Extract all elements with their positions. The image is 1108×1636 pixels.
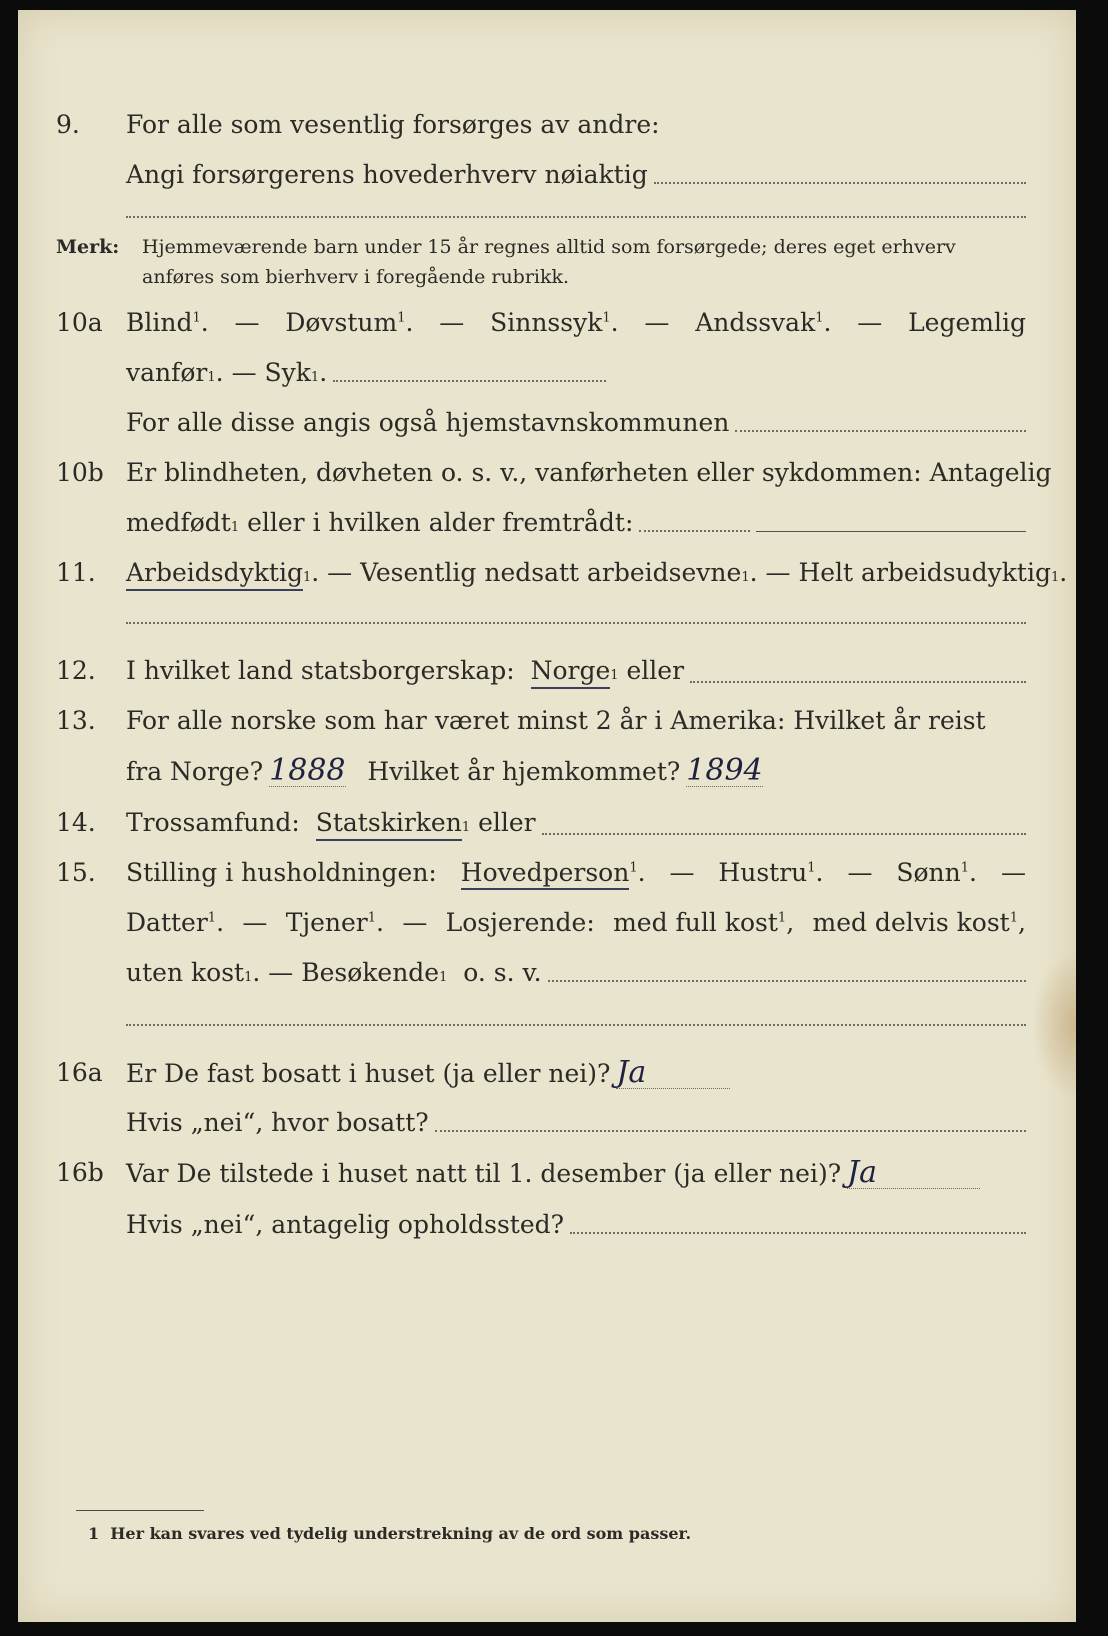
option-eller: eller — [478, 808, 536, 837]
note-line: Hjemmeværende barn under 15 år regnes alltid som forsørgede; deres eget erhverv — [142, 236, 956, 258]
question-text: For alle disse angis også hjemstavnskommunen — [126, 408, 730, 437]
option-uten-kost[interactable]: uten kost — [126, 958, 245, 987]
answer-line[interactable] — [435, 1130, 1026, 1132]
option-arbeidsdyktig[interactable]: Arbeidsdyktig — [126, 558, 303, 591]
question-number: 10b — [56, 458, 104, 487]
footnote — [88, 1524, 691, 1543]
answer-line[interactable] — [735, 430, 1026, 432]
handwritten-answer-ja[interactable]: Ja — [616, 1058, 730, 1089]
option-sonn[interactable]: Sønn — [896, 858, 961, 887]
census-form-page: 9. For alle som vesentlig forsørges av andre: Angi forsørgerens hovederhverv nøiaktig Merk: Hjemmeværende barn under 15 år regnes alltid som forsørgede; deres eget erhverv anføres som bierhverv i foregående rubrikk. 10a Blind$^1$. — Døvstum$^1$. — Sinnssyk$^1$. — Andssvak$^1$. — Legemlig vanfør 1 . — Syk 1 . For alle disse angis også hjemstavnskommunen 10b Er blindheten, døvheten o. s. v., vanførheten eller sykdommen: Antagelig medfødt 1 eller i hvilken alder fremtrådt: 11. Arbeidsdyktig 1 . — Vesentlig nedsatt arbeidsevne 1 . — Helt arbeidsudyktig 1 . 12. I hvilket land statsborgerskap: Norge 1 eller 13. For alle norske som har været minst 2 år i Amerika: Hvilket år reist fra Norge? 1888 Hvilket år hjemkommet? 1894 14. Trossamfund: Statskirken 1 eller 15. Stilling i husholdningen: Hovedperson$^1$. — Hustru$^1$. — Sønn$^1$. — Datter$^1$. — Tjener$^1$. — Losjerende: med full kost$^1$, med delvis kost$^1$, uten kost 1 . — Besøkende 1 o. s. v. 16a Er De fast bosatt i huset (ja eller nei)? Ja Hvis „nei“, hvor bosatt? 16b Var De tilstede i huset natt til 1. desember (ja eller nei)? Ja Hvis „nei“, antagelig opholdssted? 1 Her kan svares ved tydelig understrekning av de ord som passer. — [18, 10, 1076, 1622]
question-text: I hvilket land statsborgerskap: — [126, 656, 515, 685]
footnote-mark: 1 — [88, 1524, 100, 1543]
option-syk: Syk — [264, 358, 311, 387]
question-text: For alle som vesentlig forsørges av andre: — [126, 110, 660, 139]
question-text: Trossamfund: — [126, 808, 300, 837]
answer-line[interactable] — [639, 530, 750, 532]
handwritten-answer-ja[interactable]: Ja — [847, 1158, 980, 1189]
note-line: anføres som bierhverv i foregående rubrikk. — [142, 266, 570, 288]
question-text: Stilling i husholdningen: — [126, 858, 437, 887]
question-number: 16b — [56, 1158, 104, 1187]
answer-line[interactable] — [126, 1024, 1026, 1026]
handwritten-year-reist[interactable]: 1888 — [269, 753, 346, 788]
option-andssvak: Andssvak — [695, 308, 816, 337]
question-number: 10a — [56, 308, 103, 337]
question-number: 12. — [56, 656, 96, 685]
answer-line[interactable] — [570, 1232, 1026, 1234]
question-number: 16a — [56, 1058, 103, 1087]
question-text: Angi forsørgerens hovederhverv nøiaktig — [126, 160, 648, 189]
answer-line[interactable] — [690, 681, 1026, 683]
question-text: Hvis „nei“, antagelig opholdssted? — [126, 1210, 565, 1239]
answer-line[interactable] — [654, 182, 1026, 184]
footnote-rule — [76, 1510, 204, 1511]
question-text: Hvilket år hjemkommet? — [367, 757, 681, 786]
answer-line[interactable] — [333, 380, 606, 382]
option-full-kost[interactable]: med full kost — [613, 908, 778, 937]
question-number: 14. — [56, 808, 96, 837]
question-number: 11. — [56, 558, 96, 587]
paper-stain — [1032, 950, 1076, 1100]
option-udyktig[interactable]: Helt arbeidsudyktig — [798, 558, 1051, 587]
question-text: fra Norge? — [126, 757, 264, 786]
question-number: 15. — [56, 858, 96, 887]
option-nedsatt[interactable]: Vesentlig nedsatt arbeidsevne — [360, 558, 742, 587]
option-datter[interactable]: Datter — [126, 908, 208, 937]
answer-line[interactable] — [756, 531, 1026, 532]
question-text: eller i hvilken alder fremtrådt: — [247, 508, 634, 537]
option-tjener[interactable]: Tjener — [285, 908, 368, 937]
answer-line[interactable] — [126, 622, 1026, 624]
answer-line[interactable] — [548, 980, 1026, 982]
option-vanfor: vanfør — [126, 358, 208, 387]
option-medfodt: medfødt — [126, 508, 231, 537]
option-eller: eller — [626, 656, 685, 685]
question-text: Var De tilstede i huset natt til 1. desember (ja eller nei)? — [126, 1159, 842, 1188]
option-hovedperson[interactable]: Hovedperson — [461, 858, 630, 890]
handwritten-year-hjemkommet[interactable]: 1894 — [686, 753, 763, 788]
option-statskirken[interactable]: Statskirken — [316, 808, 462, 841]
answer-line[interactable] — [126, 216, 1026, 218]
option-dovstum: Døvstum — [285, 308, 398, 337]
question-number: 13. — [56, 706, 96, 735]
option-legemlig: Legemlig — [908, 308, 1026, 337]
option-norge[interactable]: Norge — [531, 656, 611, 689]
note-label: Merk: — [56, 236, 120, 258]
option-blind: Blind — [126, 308, 193, 337]
footnote-text: Her kan svares ved tydelig understrekning av de ord som passer. — [110, 1524, 692, 1543]
question-text: For alle norske som har været minst 2 år i Amerika: Hvilket år reist — [126, 706, 986, 735]
option-osv: o. s. v. — [463, 958, 542, 987]
option-losjerende: Losjerende: — [445, 908, 595, 937]
question-text: Er De fast bosatt i huset (ja eller nei)? — [126, 1059, 611, 1088]
question-text: Er blindheten, døvheten o. s. v., vanførheten eller sykdommen: Antagelig — [126, 458, 1052, 487]
merk-note — [56, 232, 1026, 292]
option-sinnssyk: Sinnssyk — [490, 308, 603, 337]
question-number: 9. — [56, 110, 80, 139]
option-besokende[interactable]: Besøkende — [301, 958, 440, 987]
question-text: Hvis „nei“, hvor bosatt? — [126, 1108, 429, 1137]
option-hustru[interactable]: Hustru — [718, 858, 808, 887]
option-delvis-kost[interactable]: med delvis kost — [812, 908, 1010, 937]
answer-line[interactable] — [542, 833, 1026, 835]
